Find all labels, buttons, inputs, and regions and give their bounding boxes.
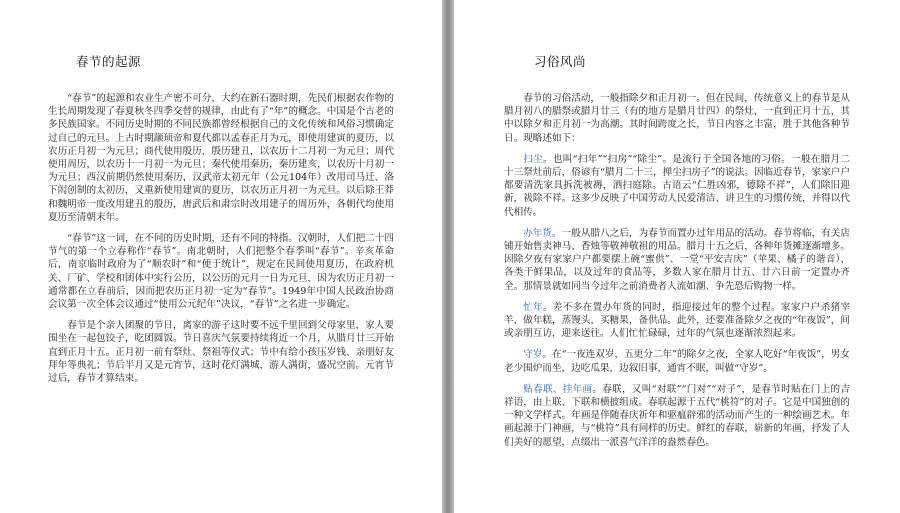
custom-text: 。差不多在置办年货的同时，指迎接过年的整个过程。家家户户杀猪宰羊，做年糕，蒸馒头，买糖果，备供品。此外，还要准备除夕之夜的“年夜饭”，间或亲朋互访，迎来送往。人们忙忙碌碌，过年的气氛也逐渐浓烈起来。 [504, 301, 851, 340]
paragraph: 春节的习俗活动，一般指除夕和正月初一。但在民间，传统意义上的春节是从腊月初八的腊祭或腊月廿三（有的地方是腊月廿四）的祭灶，一直到正月十五，其中以除夕和正月初一为高潮。其时间跨度之长，节日内容之丰富，胜于其他各种节日。现略述如下： [504, 93, 850, 144]
page-body [504, 92, 850, 457]
custom-text: 。春联，又叫“对联”“门对”“对子”，是春节时贴在门上的吉祥语，由上联、下联和横披组成。春联起源于五代“桃符”的对子。它是中国独创的一种文学样式。年画是伴随春庆祈年和驱瘟辟邪的活动而产生的一种绘画艺术。年画起源于门神画，与“桃符”具有同样的历史。鲜红的春联，崭新的年画，抒发了人们美好的愿望，点缀出一派喜气洋洋的盎然春色。 [504, 383, 850, 448]
custom-term: 贴春联、挂年画 [523, 383, 593, 395]
paragraph: 春节是个亲人团聚的节日，离家的游子这时要不远千里回到父母家里，家人要围坐在一起包饺子，吃团圆饭。节日喜庆气氛要持续将近一个月，从腊月廿三开始直到正月十五。正月初一前有祭灶、祭祖等仪式；节中有给小孩压岁钱、亲朋好友拜年等典礼；节后半月又是元宵节，这时花灯满城，游人满街，盛况空前。元宵节过后，春节才算结束。 [48, 320, 394, 385]
custom-text: 。一般从腊八之后，为春节而置办过年用品的活动。春节将临，有关店铺开始售卖神马、香烛等敬神敬祖的用品。腊月十五之后，各种年货摊逐渐增多。因除夕夜有家家户户都要摆上碗“蜜供”、一堂“平安吉庆”（苹果、橘子的谐音）、各类干鲜果品，以及过年的食品等，多数人家在腊月廿五、廿六日前一定置办齐全。那情景就如同当今过年之前消费者人流如潮、争先恐后购物一样。 [504, 227, 851, 292]
custom-paragraph [504, 227, 850, 293]
right-page [454, 0, 900, 513]
custom-text: 。在“一夜连双岁，五更分二年”的除夕之夜，全家人吃好“年夜饭”，男女老少围炉而坐，边吃瓜果，边叙旧事，通宵不眠，叫做“守岁”。 [504, 349, 850, 374]
custom-paragraph [504, 383, 850, 449]
paragraph: “春节”的起源和农业生产密不可分，大约在新石器时期，先民们根据农作物的生长周期发现了春夏秋冬四季交替的规律，由此有了“年”的概念。中国是个古老的多民族国家。不同历史时期的不同民族都曾经根据自己的文化传统和风俗习惯确定过自己的元旦。上古时期颛顼帝和夏代都以孟春正月为元，即使用建寅的夏历，以农历正月初一为元旦；商代使用殷历，殷历建丑，以农历十二月初一为元旦；周代使用周历，以农历十一月初一为元旦；秦代使用秦历，秦历建亥，以农历十月初一为元旦；西汉前期仍然使用秦历，汉武帝太初元年（公元104年）改用司马迁、洛下闳创制的太初历，又重新使用建寅的夏历，以农历正月初一为元旦。以后除王莽和魏明帝一度改用建丑的殷历，唐武后和肃宗时改用建子的周历外，各朝代均使用夏历至清朝末年。 [48, 93, 394, 223]
custom-paragraph [504, 153, 850, 219]
custom-paragraph [504, 301, 850, 341]
book-gutter [442, 0, 454, 513]
custom-term: 守岁 [523, 349, 543, 361]
page-title: 习俗风尚 [534, 54, 587, 69]
left-page [0, 0, 442, 513]
custom-text: 。也叫“扫年”“扫房”“除尘”。是流行于全国各地的习俗。一般在腊月二十三祭灶前后，俗谚有“腊月二十三，掸尘扫房子”的说法。因临近春节，家家户户都要清洗家具拆洗被褥，洒扫庭除。古语云“仁胜凶邪，德除不祥”，人们除旧迎新，祓除不祥。这多少反映了中国劳动人民爱清洁、讲卫生的习惯传统，并得以代代相传。 [504, 153, 851, 218]
custom-term: 扫尘 [523, 153, 543, 165]
page-title: 春节的起源 [76, 54, 142, 69]
custom-term: 忙年 [523, 301, 544, 313]
paragraph: “春节”这一词，在不同的历史时期，还有不同的特指。汉朝时，人们把二十四节气的第一个立春称作“春节”。南北朝时，人们把整个春季叫“春节”。辛亥革命后，南京临时政府为了“顺农时”和“便于统计”，规定在民间使用夏历，在政府机关、厂矿、学校和团体中实行公历，以公历的元月一日为元旦，因为农历正月初一通常都在立春前后，因而把农历正月初一定为“春节”。1949年中国人民政治协商会议第一次全体会议通过“使用公元纪年”决议，“春节”之名进一步确定。 [48, 233, 394, 311]
custom-paragraph [504, 348, 850, 374]
page-body [48, 92, 394, 393]
custom-term: 办年货 [523, 227, 553, 239]
